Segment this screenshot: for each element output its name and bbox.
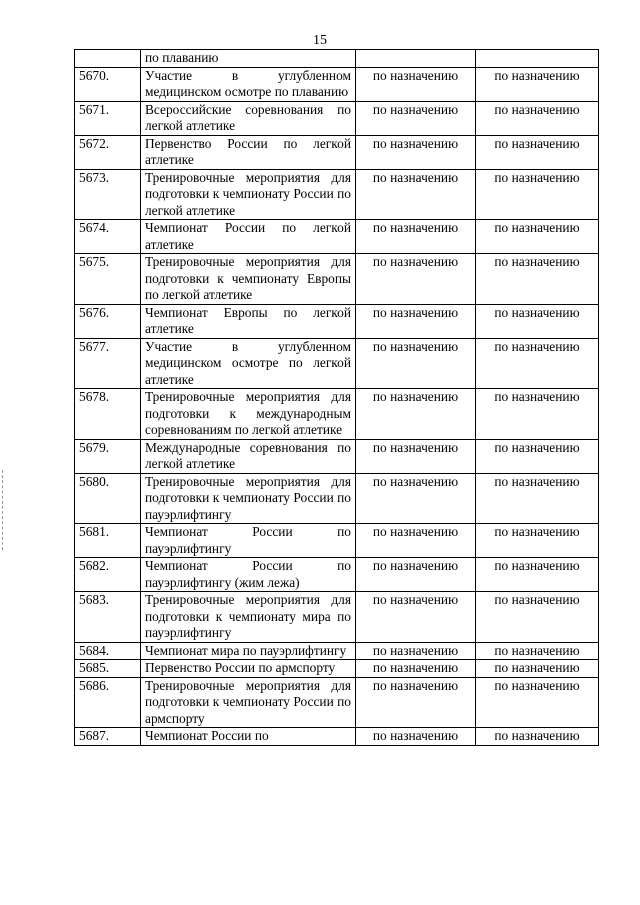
table-row	[75, 660, 599, 678]
row-name: Чемпионат России по	[141, 728, 356, 746]
row-value-b: по назначению	[476, 473, 599, 524]
row-number	[75, 50, 141, 68]
row-name: Тренировочные мероприятия для подготовки к международным соревнованиям по легкой атлетике	[141, 389, 356, 440]
row-value-b: по назначению	[476, 338, 599, 389]
row-value-a: по назначению	[356, 338, 476, 389]
row-number: 5676.	[75, 304, 141, 338]
row-value-b: по назначению	[476, 558, 599, 592]
row-number: 5670.	[75, 67, 141, 101]
page-number: 15	[313, 33, 327, 48]
table-row	[75, 220, 599, 254]
row-name: Тренировочные мероприятия для подготовки к чемпионату России по легкой атлетике	[141, 169, 356, 220]
table-row	[75, 524, 599, 558]
row-value-b: по назначению	[476, 728, 599, 746]
row-value-a: по назначению	[356, 67, 476, 101]
table-row	[75, 728, 599, 746]
row-number: 5684.	[75, 642, 141, 660]
document-table	[74, 49, 599, 746]
table-row	[75, 254, 599, 305]
row-value-a: по назначению	[356, 439, 476, 473]
table-row	[75, 50, 599, 68]
table-row	[75, 169, 599, 220]
row-value-a	[356, 50, 476, 68]
table-row	[75, 338, 599, 389]
row-value-a: по назначению	[356, 677, 476, 728]
row-value-b: по назначению	[476, 389, 599, 440]
row-number: 5685.	[75, 660, 141, 678]
row-value-a: по назначению	[356, 169, 476, 220]
table-row	[75, 304, 599, 338]
row-name: Первенство России по легкой атлетике	[141, 135, 356, 169]
row-value-b: по назначению	[476, 642, 599, 660]
row-value-b: по назначению	[476, 439, 599, 473]
row-value-a: по назначению	[356, 592, 476, 643]
row-number: 5687.	[75, 728, 141, 746]
row-name: по плаванию	[141, 50, 356, 68]
row-value-b	[476, 50, 599, 68]
table-row	[75, 135, 599, 169]
row-name: Международные соревнования по легкой атлетике	[141, 439, 356, 473]
row-value-a: по назначению	[356, 473, 476, 524]
row-value-a: по назначению	[356, 101, 476, 135]
row-number: 5671.	[75, 101, 141, 135]
row-value-b: по назначению	[476, 677, 599, 728]
row-value-a: по назначению	[356, 642, 476, 660]
row-value-a: по назначению	[356, 389, 476, 440]
row-name: Всероссийские соревнования по легкой атлетике	[141, 101, 356, 135]
row-value-a: по назначению	[356, 220, 476, 254]
table-row	[75, 592, 599, 643]
row-value-a: по назначению	[356, 558, 476, 592]
table-row	[75, 473, 599, 524]
table-row	[75, 101, 599, 135]
row-number: 5682.	[75, 558, 141, 592]
row-value-b: по назначению	[476, 592, 599, 643]
row-value-a: по назначению	[356, 135, 476, 169]
row-number: 5686.	[75, 677, 141, 728]
row-name: Участие в углубленном медицинском осмотре по легкой атлетике	[141, 338, 356, 389]
row-value-b: по назначению	[476, 169, 599, 220]
row-number: 5681.	[75, 524, 141, 558]
row-value-a: по назначению	[356, 524, 476, 558]
row-value-b: по назначению	[476, 220, 599, 254]
row-number: 5678.	[75, 389, 141, 440]
row-name: Чемпионат России по пауэрлифтингу (жим лежа)	[141, 558, 356, 592]
row-number: 5677.	[75, 338, 141, 389]
row-value-b: по назначению	[476, 660, 599, 678]
row-number: 5674.	[75, 220, 141, 254]
row-number: 5680.	[75, 473, 141, 524]
row-value-b: по назначению	[476, 524, 599, 558]
row-value-b: по назначению	[476, 101, 599, 135]
row-number: 5675.	[75, 254, 141, 305]
row-name: Участие в углубленном медицинском осмотре по плаванию	[141, 67, 356, 101]
row-number: 5679.	[75, 439, 141, 473]
table-row	[75, 439, 599, 473]
row-number: 5672.	[75, 135, 141, 169]
table-body	[75, 50, 599, 746]
table-row	[75, 677, 599, 728]
row-name: Первенство России по армспорту	[141, 660, 356, 678]
row-value-a: по назначению	[356, 304, 476, 338]
row-value-a: по назначению	[356, 660, 476, 678]
row-value-a: по назначению	[356, 254, 476, 305]
row-name: Чемпионат мира по пауэрлифтингу	[141, 642, 356, 660]
row-value-b: по назначению	[476, 135, 599, 169]
row-name: Тренировочные мероприятия для подготовки к чемпионату России по армспорту	[141, 677, 356, 728]
row-name: Чемпионат России по легкой атлетике	[141, 220, 356, 254]
table-row	[75, 558, 599, 592]
row-name: Чемпионат Европы по легкой атлетике	[141, 304, 356, 338]
row-number: 5683.	[75, 592, 141, 643]
table-row	[75, 642, 599, 660]
table-row	[75, 389, 599, 440]
row-number: 5673.	[75, 169, 141, 220]
row-name: Чемпионат России по пауэрлифтингу	[141, 524, 356, 558]
row-value-b: по назначению	[476, 254, 599, 305]
row-value-b: по назначению	[476, 304, 599, 338]
row-name: Тренировочные мероприятия для подготовки к чемпионату России по пауэрлифтингу	[141, 473, 356, 524]
table-row	[75, 67, 599, 101]
row-value-b: по назначению	[476, 67, 599, 101]
row-value-a: по назначению	[356, 728, 476, 746]
row-name: Тренировочные мероприятия для подготовки к чемпионату Европы по легкой атлетике	[141, 254, 356, 305]
row-name: Тренировочные мероприятия для подготовки к чемпионату мира по пауэрлифтингу	[141, 592, 356, 643]
scan-edge-marks	[2, 470, 4, 550]
